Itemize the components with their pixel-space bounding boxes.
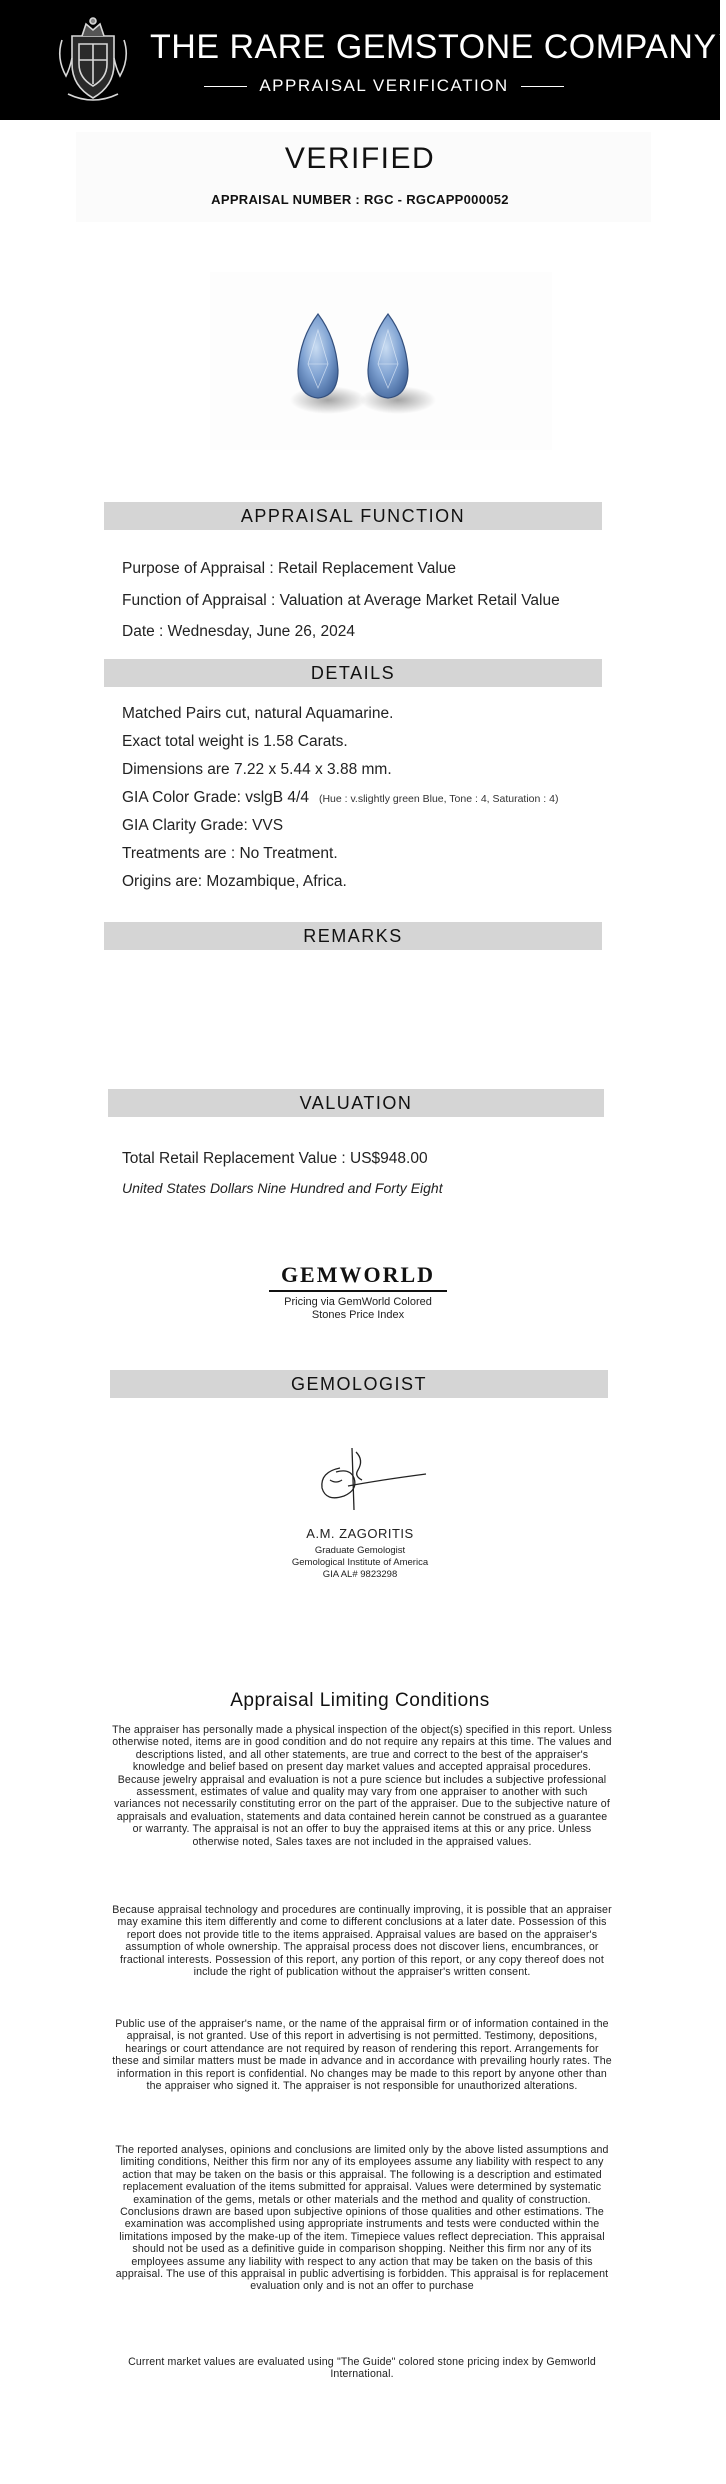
verified-status: VERIFIED	[284, 142, 436, 175]
gemstone-pair-image	[210, 272, 552, 450]
color-grade-text: GIA Color Grade: vslgB 4/4	[122, 789, 309, 806]
limiting-conditions-title: Appraisal Limiting Conditions	[230, 1690, 490, 1711]
gemologist-credentials	[0, 1526, 720, 1581]
trademark-symbol: ™	[718, 34, 726, 41]
gemologist-title: Graduate Gemologist	[314, 1545, 406, 1556]
section-appraisal-function: APPRAISAL FUNCTION	[104, 502, 602, 530]
subtitle-rule-right	[521, 86, 564, 87]
appraisal-number: APPRAISAL NUMBER : RGC - RGCAPP000052	[211, 192, 509, 207]
conditions-paragraph-3: Public use of the appraiser's name, or the name of the appraisal firm or of information contained in the appraisal, is not granted. Use of this report in advertising is not permitted. Testimony, depositions, hearings or court attendance are not required by reason of rendering this report. Arrangements for these and similar matters must be made in advance and in accordance with prevailing hourly rates. The information in this report is confidential. No changes may be made to this report by anyone other than the appraiser who signed it. The appraiser is not responsible for unauthorized alterations.	[112, 2018, 612, 2093]
color-grade-note: (Hue : v.slightly green Blue, Tone : 4, Saturation : 4)	[318, 793, 559, 805]
section-remarks: REMARKS	[104, 922, 602, 950]
crest-logo-icon	[52, 14, 134, 106]
detail-color-grade	[122, 789, 558, 807]
conditions-paragraph-5: Current market values are evaluated using "The Guide" colored stone pricing index by Gemworld International.	[128, 2356, 596, 2381]
value-in-words: United States Dollars Nine Hundred and Forty Eight	[122, 1180, 443, 1196]
detail-cut: Matched Pairs cut, natural Aquamarine.	[122, 705, 394, 722]
gemologist-name: A.M. ZAGORITIS	[306, 1526, 414, 1541]
detail-clarity: GIA Clarity Grade: VVS	[122, 817, 284, 834]
appraisal-date: Date : Wednesday, June 26, 2024	[122, 623, 355, 640]
gemstone-photo	[210, 272, 552, 450]
conditions-paragraph-1: The appraiser has personally made a physical inspection of the object(s) specified in this report. Unless otherwise noted, items are in good condition and do not require any repairs at this time. The values and descriptions listed, and all other statements, are true and correct to the best of the appraiser's knowledge and belief based on present day market values and accepted appraisal procedures. Because jewelry appraisal and evaluation is not a pure science but includes a subjective professional assessment, estimates of value and quality may vary from one appraiser to another with such variances not necessarily constituting error on the part of the appraiser. Due to the subjective nature of appraisals and evaluation, statements and data contained herein cannot be construed as a guarantee or warranty. The appraisal is not an offer to buy the appraised items at this or any price. Unless otherwise noted, Sales taxes are not included in the appraised values.	[112, 1724, 612, 1848]
gemworld-line-1: Pricing via GemWorld Colored	[284, 1296, 432, 1308]
detail-treatments: Treatments are : No Treatment.	[122, 845, 338, 862]
company-name-text: THE RARE GEMSTONE COMPANY	[150, 28, 717, 66]
purpose-of-appraisal: Purpose of Appraisal : Retail Replacement Value	[122, 560, 457, 577]
gemologist-signature	[300, 1440, 430, 1515]
detail-dimensions: Dimensions are 7.22 x 5.44 x 3.88 mm.	[122, 761, 392, 778]
conditions-paragraph-4: The reported analyses, opinions and conclusions are limited only by the above listed assumptions and limiting conditions, Neither this firm nor any of its employees assume any liability with respect to any action that may be taken on the basis or this appraisal. The following is a description and estimated replacement evaluation of the items submitted for appraisal. Values were determined by systematic examination of the gems, metals or other materials and the method and quality of construction. Conclusions drawn are based upon subjective opinions of those qualities and other estimations. The examination was accomplished using appropriate instruments and tests were conducted within the limitations imposed by the make-up of the item. Timepiece values reflect depreciation. This appraisal should not be used as a definitive guide in comparison shopping. Neither this firm nor any of its employees assume any liability with respect to any action that may be taken on the basis of this appraisal. The use of this appraisal in public advertising is forbidden. This appraisal is for replacement evaluation only and is not an offer to purchase	[115, 2144, 609, 2293]
section-valuation: VALUATION	[108, 1089, 604, 1117]
gemologist-gia-number: GIA AL# 9823298	[322, 1569, 398, 1580]
subtitle-rule-left	[204, 86, 247, 87]
gemologist-institute: Gemological Institute of America	[291, 1557, 429, 1568]
detail-weight: Exact total weight is 1.58 Carats.	[122, 733, 348, 750]
function-of-appraisal: Function of Appraisal : Valuation at Average Market Retail Value	[122, 592, 560, 609]
detail-origins: Origins are: Mozambique, Africa.	[122, 873, 347, 890]
appraisal-verification-subtitle	[204, 74, 564, 98]
company-name	[150, 28, 726, 67]
gemworld-rule	[269, 1290, 447, 1292]
gemworld-line-2: Stones Price Index	[311, 1309, 405, 1321]
gemworld-pricing	[258, 1262, 458, 1342]
subtitle-text: APPRAISAL VERIFICATION	[259, 76, 509, 95]
header-banner	[0, 0, 726, 120]
section-details: DETAILS	[104, 659, 602, 687]
total-retail-replacement-value: Total Retail Replacement Value : US$948.00	[122, 1150, 428, 1167]
gemworld-logo: GEMWORLD	[280, 1262, 436, 1287]
section-gemologist: GEMOLOGIST	[110, 1370, 608, 1398]
conditions-paragraph-2: Because appraisal technology and procedures are continually improving, it is possible that an appraiser may examine this item differently and come to different conclusions at a later date. Possession of this report does not provide title to the items appraised. Appraisal values are based on the appraiser's assumption of whole ownership. The appraisal process does not discover liens, encumbrances, or fractional interests. Possession of this report, any portion of this report, or any copy thereof does not include the right of publication without the appraiser's written consent.	[112, 1904, 612, 1979]
